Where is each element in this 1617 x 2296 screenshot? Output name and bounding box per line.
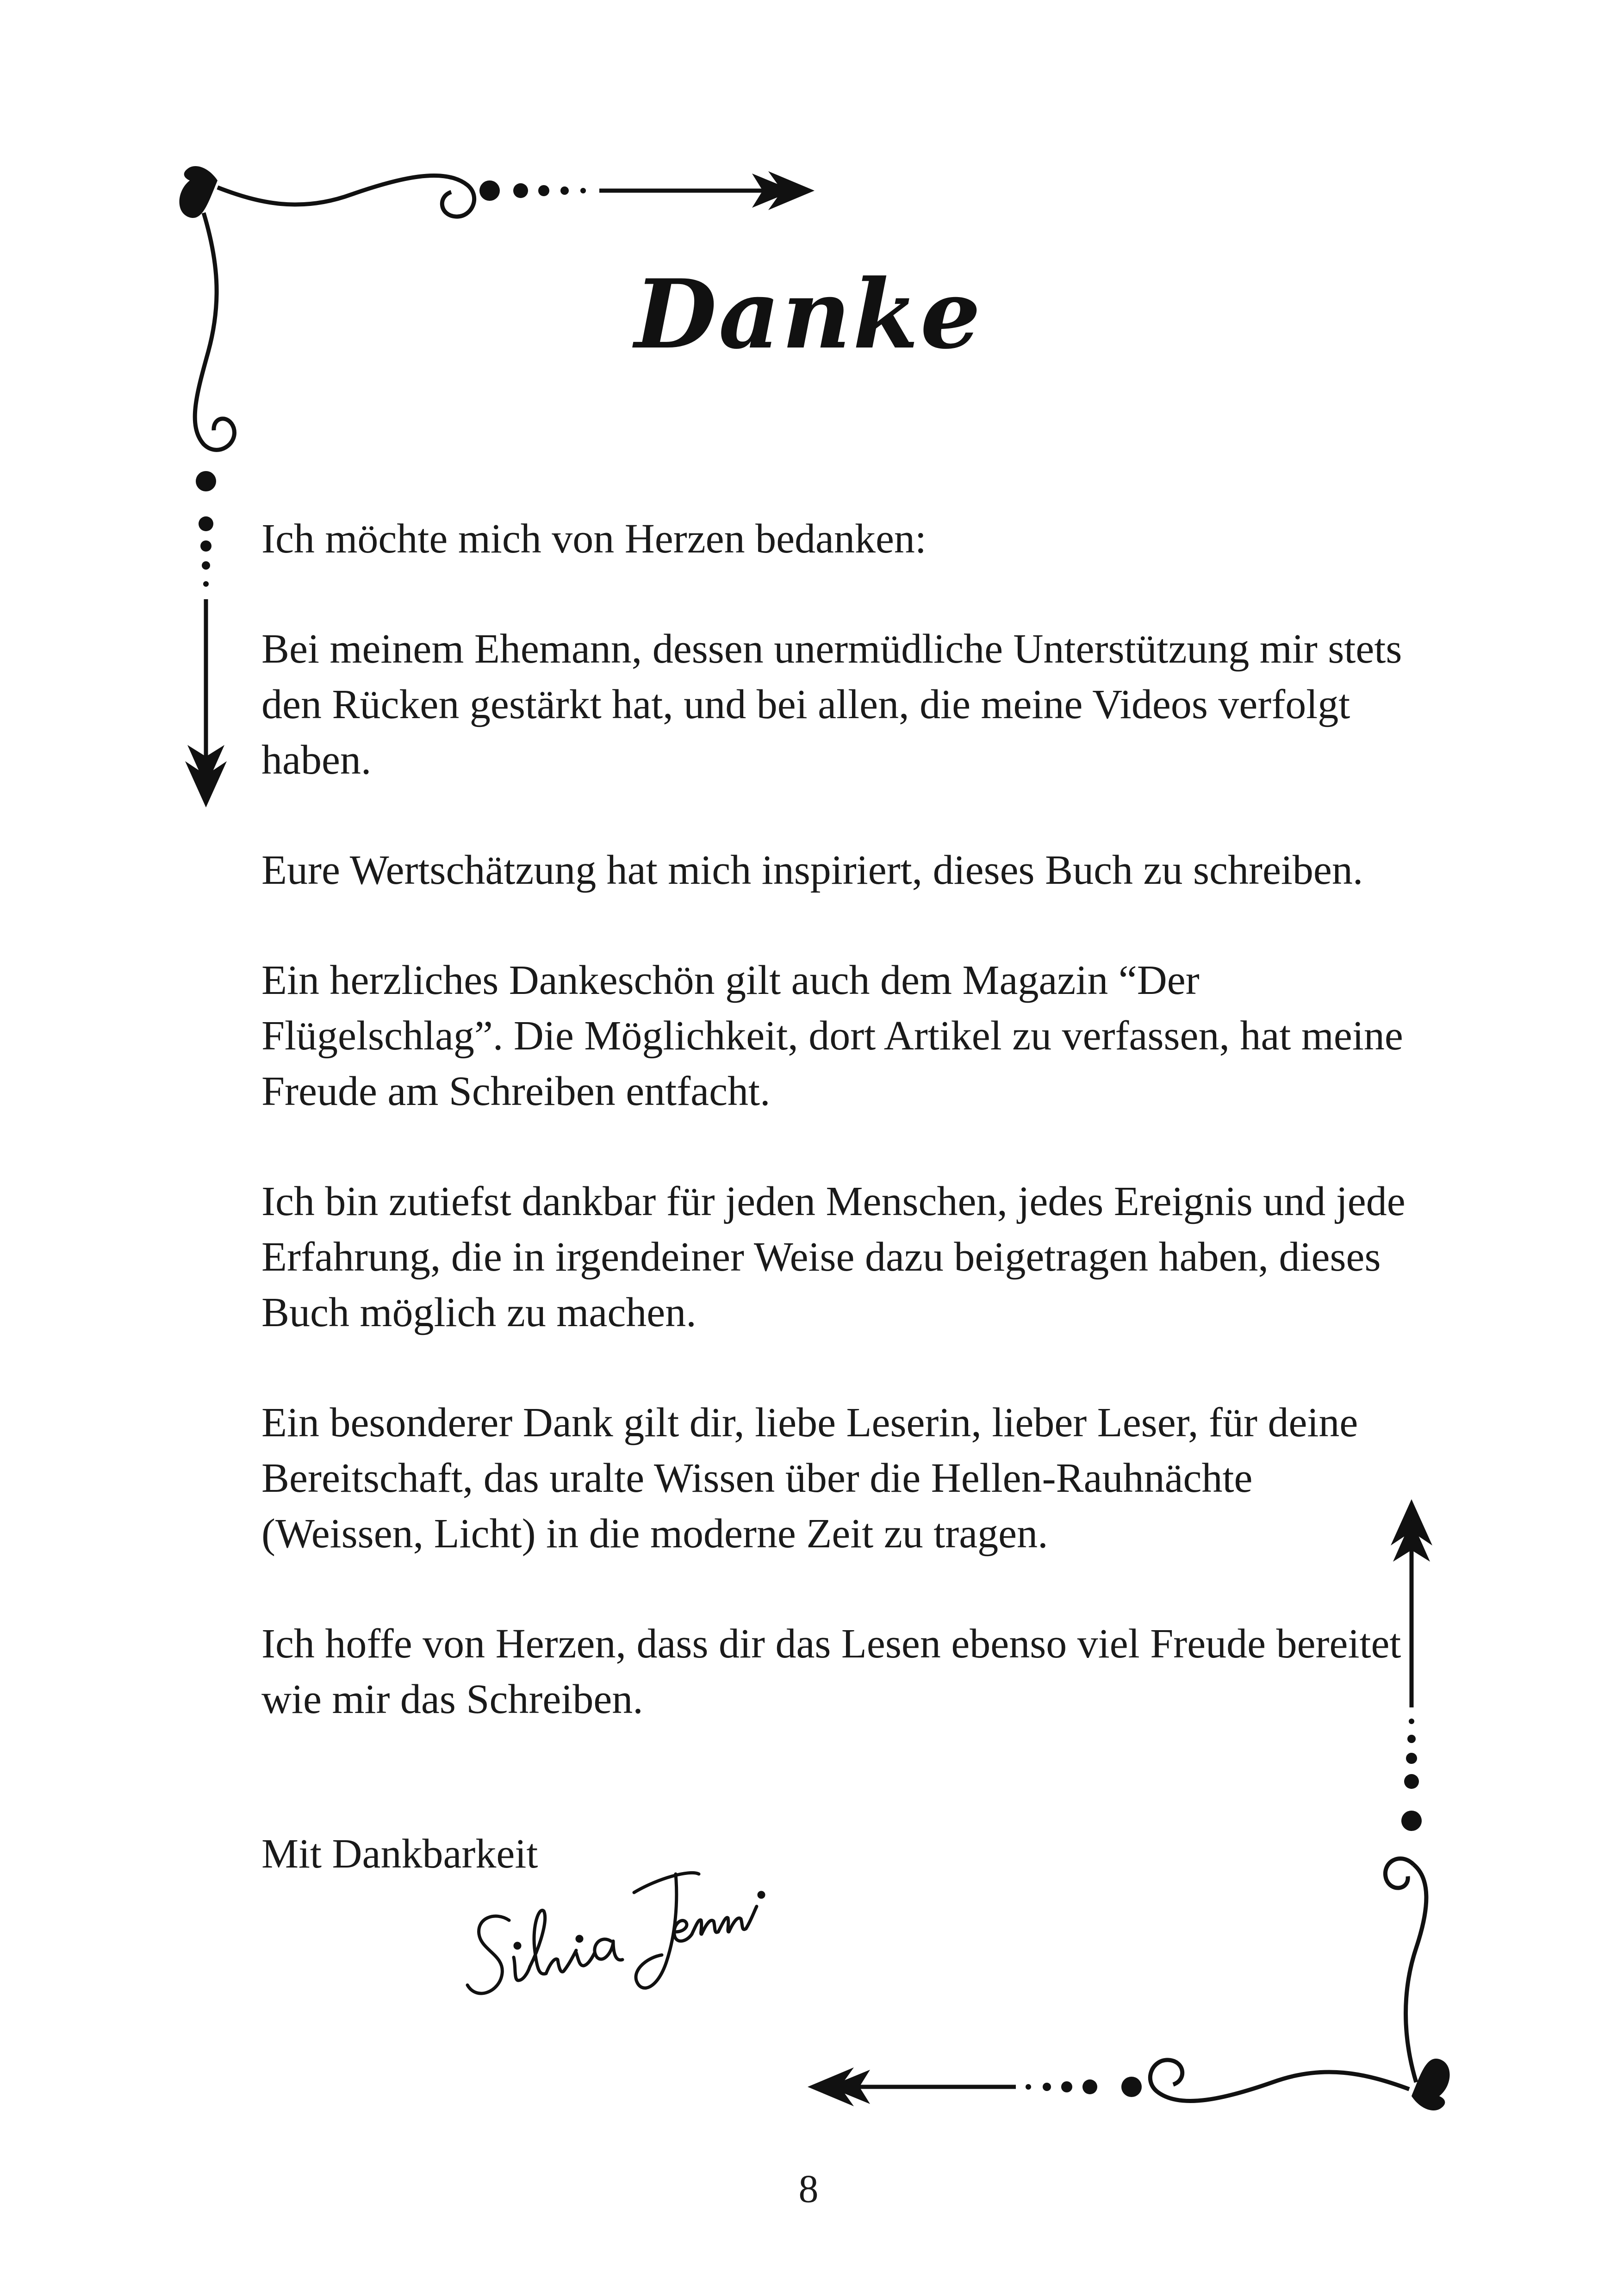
- page-title: Danke: [634, 259, 983, 370]
- arrow-left-icon: [808, 2067, 1016, 2106]
- paragraph: Ein herzliches Dankeschön gilt auch dem Magazin “Der Flügelschlag”. Die Möglichkeit, dort Artikel zu verfassen, hat meine Freude am Schreiben entfacht.: [261, 957, 1403, 1114]
- arrow-down-icon: [185, 599, 227, 807]
- paragraph: Ein besonderer Dank gilt dir, liebe Leserin, lieber Leser, für deine Bereitschaft, das uralte Wissen über die Hellen-Rauhnächte (Weissen, Licht) in die moderne Zeit zu tragen.: [261, 1400, 1358, 1557]
- body-text: [261, 511, 1409, 1782]
- arrow-right-icon: [599, 171, 815, 210]
- handwritten-signature: [458, 1842, 773, 2013]
- heart-icon: [1412, 2059, 1450, 2110]
- paragraph: Bei meinem Ehemann, dessen unermüdliche Unterstützung mir stets den Rücken gestärkt hat, und bei allen, die meine Videos verfolgt haben.: [261, 626, 1402, 783]
- paragraph: Ich bin zutiefst dankbar für jeden Menschen, jedes Ereignis und jede Erfahrung, die in irgendeiner Weise dazu beigetragen haben, dieses Buch möglich zu machen.: [261, 1179, 1406, 1335]
- paragraph: Ich möchte mich von Herzen bedanken:: [261, 516, 927, 562]
- swirl-ornament: [218, 176, 474, 217]
- paragraph: Ich hoffe von Herzen, dass dir das Lesen ebenso viel Freude bereitet wie mir das Schreiben.: [261, 1621, 1401, 1722]
- page-number: 8: [798, 2166, 819, 2211]
- closing-line: Mit Dankbarkeit: [261, 1831, 538, 1877]
- paragraph: Eure Wertschätzung hat mich inspiriert, dieses Buch zu schreiben.: [261, 847, 1363, 893]
- heart-icon: [179, 166, 218, 218]
